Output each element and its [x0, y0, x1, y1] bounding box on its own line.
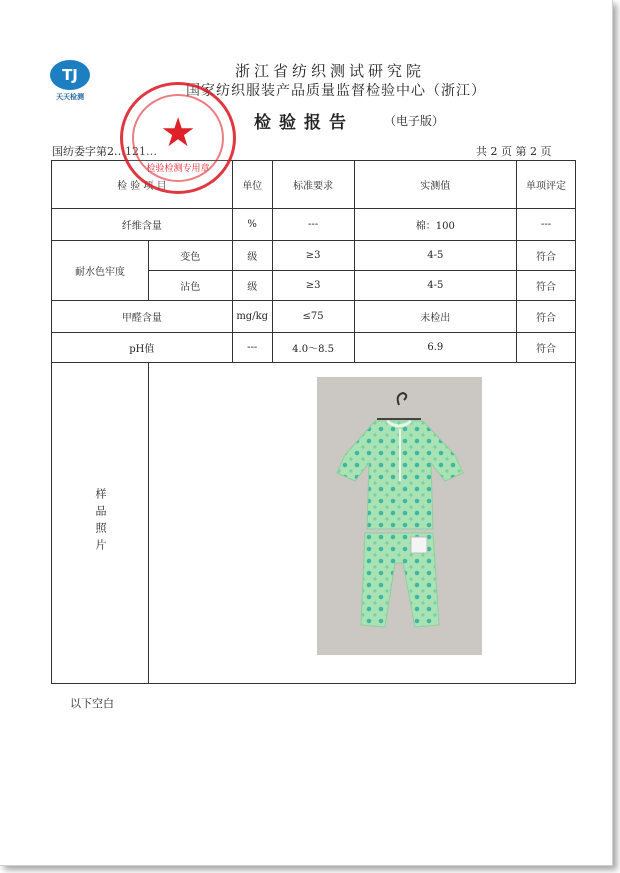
req-ph: 4.0～8.5	[272, 333, 354, 363]
table-row	[52, 241, 576, 271]
header-item: 检 验 项 目	[52, 161, 233, 209]
value-ph: 6.9	[354, 333, 517, 363]
value-formaldehyde: 未检出	[354, 301, 517, 333]
table-row	[52, 209, 576, 241]
header-measured: 实测值	[354, 161, 517, 209]
logo-mark: TJ	[50, 60, 90, 90]
official-seal	[120, 82, 236, 194]
center-name: 国家纺织服装产品质量监督检验中心（浙江）	[186, 83, 486, 99]
req-cell: ≥3	[272, 241, 354, 271]
photo-row	[52, 363, 576, 684]
verdict-ph: 符合	[517, 333, 576, 363]
institute-name: 浙江省纺织测试研究院	[234, 62, 425, 80]
header-unit: 单位	[232, 161, 272, 209]
sample-photo-label: 样品照片	[93, 487, 107, 556]
item-formaldehyde: 甲醛含量	[52, 301, 233, 333]
item-colorfast: 耐水色牢度	[52, 241, 149, 301]
req-fiber: ---	[272, 209, 354, 241]
verdict-formaldehyde: 符合	[517, 301, 576, 333]
header-requirement: 标准要求	[272, 161, 354, 209]
table-row	[52, 301, 576, 333]
pajama-photo-image	[317, 377, 482, 655]
report-title: 检验报告	[254, 113, 354, 133]
unit-ph: ---	[232, 333, 272, 363]
verdict-fiber: ---	[517, 209, 576, 241]
sample-photo-label-cell	[52, 363, 149, 684]
logo-text: 天天检测	[56, 93, 84, 101]
sub-item: 沾色	[148, 271, 232, 301]
edition-label: （电子版）	[384, 114, 445, 128]
table-row	[52, 333, 576, 363]
value-cell: 4-5	[354, 241, 517, 271]
req-formaldehyde: ≤75	[272, 301, 354, 333]
seal-text: 检验检测专用章	[146, 164, 210, 174]
star-icon: ★	[160, 110, 196, 156]
blank-below-note: 以下空白	[70, 697, 114, 710]
req-cell: ≥3	[272, 271, 354, 301]
value-fiber: 棉：100	[354, 209, 517, 241]
sample-photo-cell	[148, 363, 575, 684]
item-fiber: 纤维含量	[52, 209, 233, 241]
value-cell: 4-5	[354, 271, 517, 301]
unit-cell: 级	[232, 271, 272, 301]
page-info: 共 2 页 第 2 页	[476, 145, 552, 158]
verdict-cell: 符合	[517, 271, 576, 301]
verdict-cell: 符合	[517, 241, 576, 271]
file-number: 国纺委字第2…121…	[52, 145, 157, 158]
unit-formaldehyde: mg/kg	[232, 301, 272, 333]
item-ph: pH值	[52, 333, 233, 363]
header-verdict: 单项评定	[517, 161, 576, 209]
inspection-table	[51, 160, 576, 684]
unit-cell: 级	[232, 241, 272, 271]
unit-fiber: %	[232, 209, 272, 241]
sample-photo	[317, 377, 482, 655]
sub-item: 变色	[148, 241, 232, 271]
